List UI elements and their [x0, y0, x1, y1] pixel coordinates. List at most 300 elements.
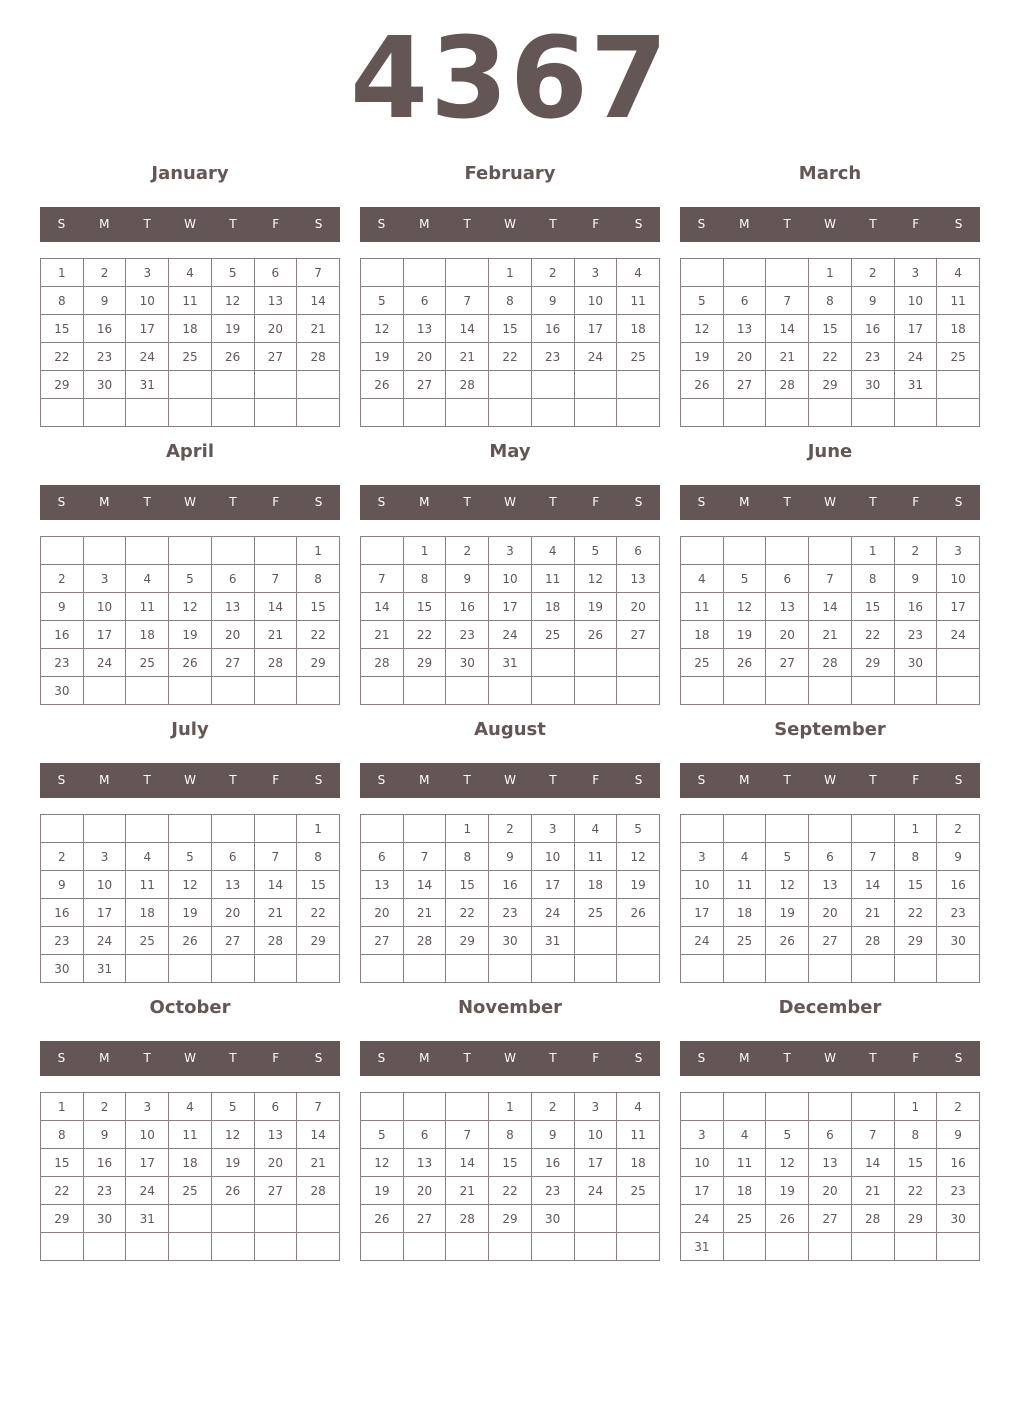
- day-cell: [41, 815, 84, 843]
- week-row: [681, 927, 980, 955]
- week-row: [41, 259, 340, 287]
- day-cell: 12: [361, 315, 404, 343]
- day-cell: 18: [126, 621, 169, 649]
- day-cell: [851, 1233, 894, 1261]
- weekday-label: W: [504, 1051, 516, 1065]
- day-cell: 18: [574, 871, 617, 899]
- week-row: [41, 955, 340, 983]
- day-cell: 1: [297, 815, 340, 843]
- week-row: [681, 593, 980, 621]
- day-cell: 21: [254, 621, 297, 649]
- day-cell: 27: [254, 343, 297, 371]
- day-cell: [83, 399, 126, 427]
- week-row: [681, 899, 980, 927]
- day-cell: 24: [126, 1177, 169, 1205]
- day-cell: 19: [169, 899, 212, 927]
- day-cell: 23: [41, 927, 84, 955]
- day-cell: 28: [766, 371, 809, 399]
- day-cell: 13: [403, 1149, 446, 1177]
- month-november: [360, 989, 660, 1261]
- day-cell: 25: [126, 649, 169, 677]
- month-june: [680, 433, 980, 705]
- day-cell: 10: [531, 843, 574, 871]
- weekday-label: S: [314, 773, 323, 787]
- day-cell: 11: [617, 1121, 660, 1149]
- day-cell: 19: [361, 343, 404, 371]
- day-cell: 2: [83, 1093, 126, 1121]
- day-cell: 2: [851, 259, 894, 287]
- weekday-header: [680, 485, 980, 520]
- weekday-label: T: [869, 773, 877, 787]
- week-row: [41, 1093, 340, 1121]
- day-cell: 30: [894, 649, 937, 677]
- day-grid: [360, 536, 660, 705]
- day-cell: [361, 677, 404, 705]
- day-cell: [446, 259, 489, 287]
- week-row: [681, 399, 980, 427]
- day-cell: 31: [531, 927, 574, 955]
- weekday-label: T: [229, 217, 237, 231]
- day-cell: [446, 1233, 489, 1261]
- week-row: [681, 621, 980, 649]
- day-cell: [681, 815, 724, 843]
- day-cell: 18: [531, 593, 574, 621]
- weekday-label: M: [419, 1051, 430, 1065]
- day-cell: [574, 677, 617, 705]
- weekday-label: S: [377, 495, 386, 509]
- day-cell: 13: [254, 1121, 297, 1149]
- weekday-label: F: [272, 1051, 280, 1065]
- day-cell: [574, 649, 617, 677]
- week-row: [361, 871, 660, 899]
- day-grid: [680, 1092, 980, 1261]
- week-row: [361, 649, 660, 677]
- weekday-label: T: [549, 773, 557, 787]
- week-row: [41, 927, 340, 955]
- weekday-label: S: [634, 217, 643, 231]
- weekday-label: W: [504, 773, 516, 787]
- day-cell: 14: [254, 593, 297, 621]
- day-cell: 27: [211, 649, 254, 677]
- weekday-label: F: [272, 217, 280, 231]
- month-december: [680, 989, 980, 1261]
- day-cell: [851, 815, 894, 843]
- day-cell: 25: [169, 1177, 212, 1205]
- day-cell: 8: [894, 1121, 937, 1149]
- day-cell: [617, 1233, 660, 1261]
- day-cell: [809, 1233, 852, 1261]
- day-cell: 19: [169, 621, 212, 649]
- day-cell: 3: [681, 843, 724, 871]
- day-cell: 29: [41, 371, 84, 399]
- day-cell: 21: [851, 899, 894, 927]
- day-cell: 16: [83, 315, 126, 343]
- day-cell: 27: [809, 927, 852, 955]
- week-row: [41, 1121, 340, 1149]
- day-cell: 2: [937, 815, 980, 843]
- month-april: [40, 433, 340, 705]
- day-cell: [937, 1233, 980, 1261]
- day-cell: 14: [851, 871, 894, 899]
- day-cell: [361, 1093, 404, 1121]
- weekday-label: S: [377, 773, 386, 787]
- day-cell: 3: [83, 565, 126, 593]
- day-cell: 19: [574, 593, 617, 621]
- weekday-label: F: [272, 495, 280, 509]
- day-cell: 14: [297, 287, 340, 315]
- day-cell: 31: [489, 649, 532, 677]
- day-cell: 2: [531, 1093, 574, 1121]
- weekday-header: [360, 763, 660, 798]
- week-row: [681, 537, 980, 565]
- week-row: [681, 287, 980, 315]
- day-cell: 10: [83, 871, 126, 899]
- day-cell: 3: [681, 1121, 724, 1149]
- weekday-label: S: [954, 773, 963, 787]
- day-cell: 6: [723, 287, 766, 315]
- day-cell: 11: [169, 1121, 212, 1149]
- day-cell: 25: [169, 343, 212, 371]
- week-row: [361, 1149, 660, 1177]
- day-cell: [403, 1093, 446, 1121]
- day-cell: 26: [723, 649, 766, 677]
- day-cell: 2: [894, 537, 937, 565]
- day-cell: 7: [254, 843, 297, 871]
- day-cell: 1: [851, 537, 894, 565]
- week-row: [681, 677, 980, 705]
- day-cell: [126, 537, 169, 565]
- day-cell: [211, 1233, 254, 1261]
- day-cell: 6: [254, 1093, 297, 1121]
- day-cell: 4: [723, 1121, 766, 1149]
- day-cell: [489, 955, 532, 983]
- day-cell: 29: [809, 371, 852, 399]
- day-cell: [446, 399, 489, 427]
- weekday-label: M: [99, 1051, 110, 1065]
- week-row: [361, 677, 660, 705]
- day-cell: 29: [403, 649, 446, 677]
- weekday-label: S: [634, 495, 643, 509]
- day-cell: 20: [809, 1177, 852, 1205]
- day-grid: [680, 814, 980, 983]
- week-row: [361, 815, 660, 843]
- day-cell: [681, 537, 724, 565]
- day-grid: [680, 536, 980, 705]
- day-cell: 14: [297, 1121, 340, 1149]
- weekday-label: S: [57, 217, 66, 231]
- day-cell: 21: [446, 343, 489, 371]
- day-cell: [723, 537, 766, 565]
- day-cell: [254, 399, 297, 427]
- day-cell: [211, 371, 254, 399]
- day-cell: 12: [169, 871, 212, 899]
- day-cell: [574, 1233, 617, 1261]
- day-cell: 29: [297, 649, 340, 677]
- day-cell: 22: [297, 899, 340, 927]
- month-title: December: [778, 997, 882, 1018]
- day-cell: 3: [937, 537, 980, 565]
- weekday-label: T: [463, 1051, 471, 1065]
- day-cell: [937, 955, 980, 983]
- day-cell: 7: [851, 1121, 894, 1149]
- month-title: June: [807, 441, 853, 462]
- day-cell: 23: [937, 1177, 980, 1205]
- weekday-label: W: [184, 1051, 196, 1065]
- day-cell: 26: [766, 1205, 809, 1233]
- day-cell: 27: [361, 927, 404, 955]
- day-cell: 26: [361, 371, 404, 399]
- weekday-label: F: [912, 217, 920, 231]
- day-cell: 12: [574, 565, 617, 593]
- week-row: [681, 1205, 980, 1233]
- month-title: January: [151, 163, 229, 184]
- day-cell: 9: [531, 1121, 574, 1149]
- day-cell: 16: [937, 871, 980, 899]
- day-cell: 6: [211, 565, 254, 593]
- day-cell: 14: [446, 1149, 489, 1177]
- day-cell: 9: [937, 843, 980, 871]
- day-cell: 4: [681, 565, 724, 593]
- day-cell: 30: [489, 927, 532, 955]
- day-cell: 13: [766, 593, 809, 621]
- day-cell: 9: [531, 287, 574, 315]
- day-cell: 17: [574, 315, 617, 343]
- week-row: [361, 315, 660, 343]
- week-row: [41, 565, 340, 593]
- day-cell: [169, 537, 212, 565]
- day-cell: 9: [937, 1121, 980, 1149]
- day-cell: 6: [617, 537, 660, 565]
- day-cell: [723, 1233, 766, 1261]
- day-cell: 16: [489, 871, 532, 899]
- day-cell: 4: [723, 843, 766, 871]
- day-cell: 25: [723, 1205, 766, 1233]
- day-cell: 17: [83, 899, 126, 927]
- week-row: [41, 343, 340, 371]
- weekday-label: T: [463, 773, 471, 787]
- day-cell: 20: [723, 343, 766, 371]
- day-grid: [360, 258, 660, 427]
- day-cell: 29: [851, 649, 894, 677]
- day-cell: 31: [83, 955, 126, 983]
- day-cell: 21: [297, 315, 340, 343]
- day-cell: 4: [169, 1093, 212, 1121]
- week-row: [361, 1177, 660, 1205]
- day-cell: 5: [723, 565, 766, 593]
- day-cell: 18: [723, 899, 766, 927]
- day-grid: [360, 814, 660, 983]
- week-row: [41, 1205, 340, 1233]
- weekday-label: S: [634, 773, 643, 787]
- day-cell: 12: [169, 593, 212, 621]
- day-cell: [617, 371, 660, 399]
- week-row: [361, 371, 660, 399]
- day-cell: 22: [894, 1177, 937, 1205]
- day-cell: 29: [297, 927, 340, 955]
- weekday-label: M: [99, 495, 110, 509]
- day-cell: 10: [574, 1121, 617, 1149]
- weekday-label: M: [739, 495, 750, 509]
- week-row: [681, 1093, 980, 1121]
- day-cell: [574, 955, 617, 983]
- month-title: October: [149, 997, 231, 1018]
- day-cell: 23: [41, 649, 84, 677]
- week-row: [41, 649, 340, 677]
- day-cell: 1: [894, 815, 937, 843]
- weekday-label: M: [739, 217, 750, 231]
- day-cell: 16: [41, 899, 84, 927]
- month-title: March: [798, 163, 862, 184]
- day-cell: [937, 649, 980, 677]
- day-cell: [766, 1233, 809, 1261]
- day-cell: 2: [83, 259, 126, 287]
- weekday-label: F: [592, 495, 600, 509]
- day-cell: 23: [446, 621, 489, 649]
- day-cell: 30: [83, 1205, 126, 1233]
- day-cell: [41, 1233, 84, 1261]
- week-row: [361, 593, 660, 621]
- day-cell: 22: [403, 621, 446, 649]
- day-cell: [254, 1205, 297, 1233]
- weekday-label: F: [912, 495, 920, 509]
- day-cell: 15: [489, 315, 532, 343]
- year-title: 4367: [350, 14, 670, 144]
- day-cell: [617, 677, 660, 705]
- day-cell: [297, 371, 340, 399]
- day-cell: 12: [211, 1121, 254, 1149]
- day-cell: 7: [766, 287, 809, 315]
- day-cell: 27: [403, 1205, 446, 1233]
- day-cell: 28: [254, 927, 297, 955]
- day-cell: [211, 1205, 254, 1233]
- day-cell: 14: [809, 593, 852, 621]
- day-cell: [851, 399, 894, 427]
- day-cell: 4: [617, 1093, 660, 1121]
- day-cell: 3: [574, 259, 617, 287]
- day-cell: 19: [766, 899, 809, 927]
- day-cell: [361, 1233, 404, 1261]
- day-cell: 4: [617, 259, 660, 287]
- day-cell: [126, 399, 169, 427]
- day-cell: 25: [723, 927, 766, 955]
- day-cell: 17: [531, 871, 574, 899]
- day-cell: 1: [41, 1093, 84, 1121]
- day-cell: 7: [446, 287, 489, 315]
- weekday-label: T: [463, 495, 471, 509]
- day-cell: 26: [766, 927, 809, 955]
- day-cell: 6: [403, 1121, 446, 1149]
- week-row: [681, 1233, 980, 1261]
- day-cell: [126, 677, 169, 705]
- day-cell: 26: [681, 371, 724, 399]
- day-cell: 23: [894, 621, 937, 649]
- day-cell: [937, 399, 980, 427]
- day-cell: 26: [361, 1205, 404, 1233]
- weekday-header: [40, 207, 340, 242]
- day-cell: [723, 815, 766, 843]
- day-cell: 11: [126, 593, 169, 621]
- weekday-label: W: [184, 773, 196, 787]
- day-cell: [169, 955, 212, 983]
- day-cell: 7: [297, 259, 340, 287]
- day-cell: 24: [489, 621, 532, 649]
- day-cell: 20: [617, 593, 660, 621]
- day-cell: 16: [41, 621, 84, 649]
- day-cell: 17: [681, 1177, 724, 1205]
- weekday-header: [360, 207, 660, 242]
- day-cell: [617, 399, 660, 427]
- day-cell: [681, 259, 724, 287]
- day-cell: 8: [403, 565, 446, 593]
- day-cell: 5: [361, 287, 404, 315]
- day-cell: [617, 955, 660, 983]
- week-row: [681, 1121, 980, 1149]
- weekday-label: S: [697, 495, 706, 509]
- day-cell: 11: [574, 843, 617, 871]
- day-cell: [361, 955, 404, 983]
- week-row: [41, 1149, 340, 1177]
- day-cell: 5: [766, 1121, 809, 1149]
- week-row: [681, 815, 980, 843]
- weekday-label: T: [869, 217, 877, 231]
- day-cell: 28: [851, 927, 894, 955]
- day-cell: 19: [766, 1177, 809, 1205]
- day-cell: 19: [681, 343, 724, 371]
- day-grid: [40, 1092, 340, 1261]
- month-title: August: [474, 719, 546, 740]
- week-row: [361, 537, 660, 565]
- day-cell: 10: [83, 593, 126, 621]
- day-cell: 31: [894, 371, 937, 399]
- day-cell: 15: [894, 1149, 937, 1177]
- weekday-label: F: [272, 773, 280, 787]
- day-cell: 28: [809, 649, 852, 677]
- day-cell: 18: [169, 315, 212, 343]
- day-cell: [809, 399, 852, 427]
- week-row: [41, 899, 340, 927]
- weekday-label: M: [419, 773, 430, 787]
- month-august: [360, 711, 660, 983]
- weekday-label: T: [869, 495, 877, 509]
- day-cell: [574, 1205, 617, 1233]
- day-cell: [83, 537, 126, 565]
- weekday-label: S: [697, 773, 706, 787]
- month-title: September: [774, 719, 886, 740]
- weekday-label: W: [184, 217, 196, 231]
- day-cell: 26: [574, 621, 617, 649]
- day-cell: 12: [361, 1149, 404, 1177]
- day-cell: 30: [41, 955, 84, 983]
- day-cell: 19: [211, 1149, 254, 1177]
- weekday-label: T: [229, 495, 237, 509]
- day-cell: 9: [41, 593, 84, 621]
- day-cell: 15: [809, 315, 852, 343]
- day-cell: 16: [531, 1149, 574, 1177]
- day-cell: 28: [403, 927, 446, 955]
- day-cell: 15: [851, 593, 894, 621]
- day-cell: 27: [254, 1177, 297, 1205]
- day-cell: 15: [297, 871, 340, 899]
- day-cell: 23: [531, 343, 574, 371]
- day-cell: 3: [83, 843, 126, 871]
- day-cell: 24: [126, 343, 169, 371]
- day-cell: 20: [254, 315, 297, 343]
- day-cell: 8: [297, 843, 340, 871]
- day-cell: 2: [446, 537, 489, 565]
- day-cell: 16: [83, 1149, 126, 1177]
- day-cell: 28: [361, 649, 404, 677]
- day-cell: 11: [169, 287, 212, 315]
